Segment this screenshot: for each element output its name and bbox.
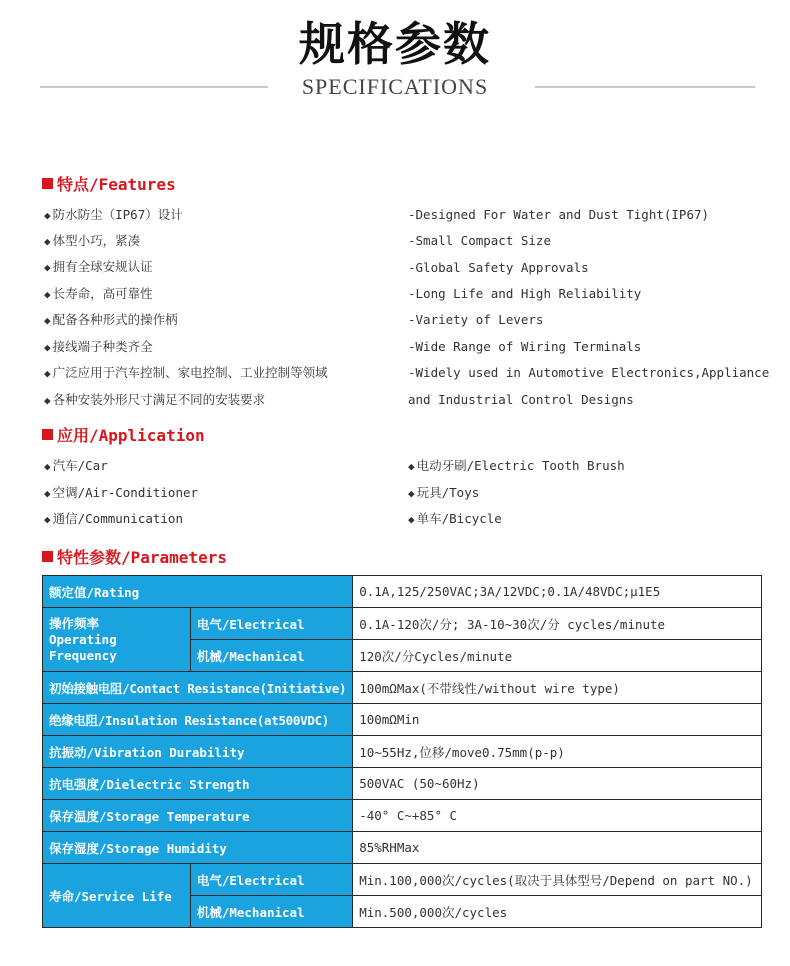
feature-cn-text: 长寿命，高可靠性	[52, 286, 153, 301]
feature-cn-item	[44, 363, 328, 381]
application-item	[44, 456, 108, 474]
rating-label: 额定值/Rating	[43, 576, 353, 608]
operating-frequency-label-en: Operating Frequency	[49, 631, 117, 663]
application-item	[408, 509, 502, 527]
feature-en-item: -Designed For Water and Dust Tight(IP67)	[408, 207, 710, 222]
red-square-icon	[42, 178, 53, 189]
feature-en-item: -Widely used in Automotive Electronics,Appliance	[408, 365, 770, 380]
feature-cn-item	[44, 390, 265, 408]
red-square-icon	[42, 429, 53, 440]
feature-cn-text: 体型小巧，紧凑	[52, 233, 141, 248]
parameters-heading-text: 特性参数/Parameters	[57, 548, 227, 567]
diamond-bullet-icon: ◆	[44, 209, 51, 222]
storage-humidity-value: 85%RHMax	[353, 832, 762, 864]
feature-cn-item	[44, 205, 183, 223]
feature-en-item: -Variety of Levers	[408, 312, 544, 327]
life-mechanical-label: 机械/Mechanical	[190, 896, 352, 928]
application-text: 通信/Communication	[52, 511, 183, 526]
life-electrical-value: Min.100,000次/cycles(取决于具体型号/Depend on part NO.)	[353, 864, 762, 896]
feature-en-item: -Small Compact Size	[408, 233, 551, 248]
features-heading-text: 特点/Features	[57, 175, 176, 194]
diamond-bullet-icon: ◆	[408, 487, 415, 500]
application-text: 单车/Bicycle	[416, 511, 502, 526]
application-item	[44, 509, 183, 527]
feature-en-item: -Long Life and High Reliability	[408, 286, 642, 301]
feature-cn-text: 接线端子种类齐全	[52, 339, 153, 354]
dielectric-strength-value: 500VAC (50~60Hz)	[353, 768, 762, 800]
diamond-bullet-icon: ◆	[408, 513, 415, 526]
frequency-mechanical-value: 120次/分Cycles/minute	[353, 640, 762, 672]
parameters-heading	[42, 545, 227, 568]
frequency-electrical-value: 0.1A-120次/分; 3A-10~30次/分 cycles/minute	[353, 608, 762, 640]
table-row	[43, 832, 762, 864]
application-item	[408, 456, 625, 474]
red-square-icon	[42, 551, 53, 562]
service-life-label: 寿命/Service Life	[43, 864, 191, 928]
parameters-table	[42, 575, 762, 928]
table-row	[43, 768, 762, 800]
table-row	[43, 736, 762, 768]
diamond-bullet-icon: ◆	[408, 460, 415, 473]
feature-cn-item	[44, 337, 153, 355]
feature-cn-text: 拥有全球安规认证	[52, 259, 153, 274]
contact-resistance-label: 初始接触电阻/Contact Resistance(Initiative)	[43, 672, 353, 704]
table-row	[43, 608, 762, 640]
operating-frequency-label	[43, 608, 191, 672]
storage-temperature-label: 保存温度/Storage Temperature	[43, 800, 353, 832]
insulation-resistance-label: 绝缘电阻/Insulation Resistance(at500VDC)	[43, 704, 353, 736]
feature-cn-text: 各种安装外形尺寸满足不同的安装要求	[52, 392, 266, 407]
diamond-bullet-icon: ◆	[44, 235, 51, 248]
table-row	[43, 704, 762, 736]
diamond-bullet-icon: ◆	[44, 367, 51, 380]
application-heading	[42, 423, 205, 446]
application-heading-text: 应用/Application	[57, 426, 205, 445]
diamond-bullet-icon: ◆	[44, 394, 51, 407]
application-text: 空调/Air-Conditioner	[52, 485, 199, 500]
table-row	[43, 800, 762, 832]
life-mechanical-value: Min.500,000次/cycles	[353, 896, 762, 928]
frequency-mechanical-label: 机械/Mechanical	[190, 640, 352, 672]
diamond-bullet-icon: ◆	[44, 460, 51, 473]
vibration-label: 抗振动/Vibration Durability	[43, 736, 353, 768]
feature-cn-item	[44, 257, 153, 275]
application-item	[44, 483, 198, 501]
diamond-bullet-icon: ◆	[44, 513, 51, 526]
rating-value: 0.1A,125/250VAC;3A/12VDC;0.1A/48VDC;μ1E5	[353, 576, 762, 608]
diamond-bullet-icon: ◆	[44, 341, 51, 354]
page-subtitle: SPECIFICATIONS	[301, 74, 489, 99]
vibration-value: 10~55Hz,位移/move0.75mm(p-p)	[353, 736, 762, 768]
table-row	[43, 576, 762, 608]
application-text: 汽车/Car	[52, 458, 108, 473]
life-electrical-label: 电气/Electrical	[190, 864, 352, 896]
feature-cn-item	[44, 284, 153, 302]
diamond-bullet-icon: ◆	[44, 261, 51, 274]
feature-en-item: -Wide Range of Wiring Terminals	[408, 339, 642, 354]
page-title: 规格参数	[299, 17, 491, 71]
insulation-resistance-value: 100mΩMin	[353, 704, 762, 736]
feature-cn-text: 配备各种形式的操作柄	[52, 312, 178, 327]
dielectric-strength-label: 抗电强度/Dielectric Strength	[43, 768, 353, 800]
feature-cn-text: 广泛应用于汽车控制、家电控制、工业控制等领域	[52, 365, 328, 380]
application-text: 玩具/Toys	[416, 485, 480, 500]
application-item	[408, 483, 479, 501]
feature-cn-text: 防水防尘（IP67）设计	[52, 207, 183, 222]
table-row	[43, 864, 762, 896]
feature-en-item: -Global Safety Approvals	[408, 260, 589, 275]
feature-cn-item	[44, 231, 140, 249]
diamond-bullet-icon: ◆	[44, 288, 51, 301]
feature-cn-item	[44, 310, 178, 328]
storage-humidity-label: 保存湿度/Storage Humidity	[43, 832, 353, 864]
diamond-bullet-icon: ◆	[44, 314, 51, 327]
storage-temperature-value: -40° C~+85° C	[353, 800, 762, 832]
application-text: 电动牙刷/Electric Tooth Brush	[416, 458, 625, 473]
table-row	[43, 672, 762, 704]
frequency-electrical-label: 电气/Electrical	[190, 608, 352, 640]
diamond-bullet-icon: ◆	[44, 487, 51, 500]
features-heading	[42, 172, 176, 195]
contact-resistance-value: 100mΩMax(不带线性/without wire type)	[353, 672, 762, 704]
title-divider-right	[535, 86, 755, 88]
feature-en-item: and Industrial Control Designs	[408, 392, 634, 407]
operating-frequency-label-cn: 操作频率	[49, 615, 100, 631]
